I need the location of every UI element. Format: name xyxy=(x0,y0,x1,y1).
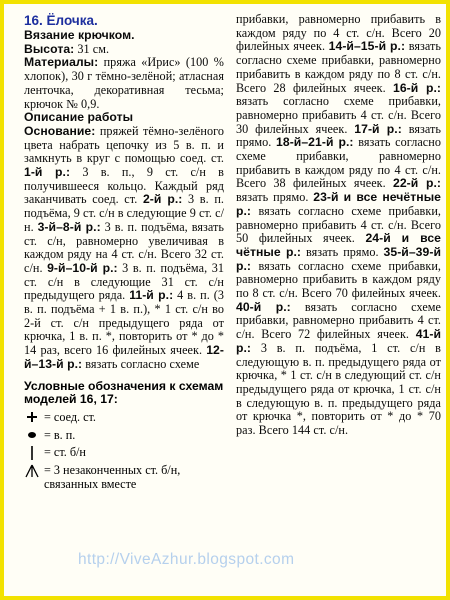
row-label: 16-й р.: xyxy=(393,80,441,95)
row-label: 11-й р.: xyxy=(129,288,174,303)
dot-icon xyxy=(24,429,40,442)
row-text: 3 в. п., 9 ст. с/н в получившееся кольцо. Каждый ряд заканчивать соед. ст. xyxy=(24,165,224,207)
legend-title: Условные обозначения к схемам моделей 16, 17: xyxy=(24,378,224,407)
row-text: прибавки, равномерно прибавить в каждом ряду по 4 ст. с/н. Всего 20 филейных ячеек. xyxy=(236,13,441,54)
row-text: 3 в. п. подъёма, 9 ст. с/н в следующие 9 ст. с/н. xyxy=(24,192,224,234)
left-column xyxy=(24,13,224,598)
height-line xyxy=(24,43,224,57)
page-content xyxy=(24,13,444,598)
row-label: 14-й–15-й р.: xyxy=(328,39,406,54)
row-label: 22-й р.: xyxy=(393,176,441,191)
height-value: 31 см. xyxy=(74,41,110,56)
bar-icon xyxy=(24,446,40,459)
row-label: 2-й р.: xyxy=(142,192,183,207)
height-label: Высота: xyxy=(24,41,75,56)
legend-item xyxy=(24,429,224,443)
fan-icon xyxy=(24,464,40,477)
materials-paragraph xyxy=(24,56,224,111)
row-text: 3 в. п. подъёма, вязать ст. с/н, равномерно увеличивая в каждом ряду на 4 ст. с/н. Всего 32 ст. с/н. xyxy=(24,219,224,275)
row-label: 9-й–10-й р.: xyxy=(47,260,118,275)
row-text: вязать согласно схеме прибавки, равномерно прибавить в каждом ряду по 4 ст. с/н. Всего 38 филейных ячеек. xyxy=(236,135,441,191)
legend-text: = ст. б/н xyxy=(44,445,86,460)
row-text: вязать прямо. xyxy=(236,190,314,205)
row-text: 4 в. п. (3 в. п. подъёма + 1 в. п.), * 1 ст. с/н во 2-й ст. с/н предыдущего ряда от крючка, 1 в. п. *, повторить от * до * 14 раз, всего 16 филейных ячеек. xyxy=(24,288,224,358)
work-description-heading xyxy=(24,111,224,125)
legend-text: = 3 незаконченных ст. б/н, связанных вместе xyxy=(44,463,181,491)
row-label: 3-й–8-й р.: xyxy=(37,219,101,234)
legend-item xyxy=(24,446,224,460)
row-text: вязать согласно схеме прибавки, равномерно прибавить в каждом ряду по 8 ст. с/н. Всего 70 филейных ячеек. xyxy=(236,258,441,301)
legend-text: = соед. ст. xyxy=(44,409,96,424)
cross-icon xyxy=(24,411,40,424)
right-column xyxy=(236,13,441,598)
technique-label: Вязание крючком. xyxy=(24,28,135,42)
legend-item xyxy=(24,464,224,491)
work-description-label: Описание работы xyxy=(24,110,134,125)
row-text: вязать прямо. xyxy=(301,244,384,259)
row-text: вязать согласно схеме прибавки, равномерно прибавить в каждом ряду по 8 ст. с/н. Всего 28 филейных ячеек. xyxy=(236,39,441,95)
row-text: вязать согласно схеме прибавки, равномерно прибавить 4 ст. с/н. Всего 50 филейных ячеек. xyxy=(236,203,441,246)
row-label: 18-й–21-й р.: xyxy=(276,135,354,150)
row-label: 12-й–13-й р.: xyxy=(24,343,224,371)
row-text: вязать прямо. xyxy=(236,121,441,150)
base-paragraph xyxy=(24,125,224,372)
row-label: 1-й р.: xyxy=(24,165,71,180)
legend-text: = в. п. xyxy=(44,427,76,442)
materials-label: Материалы: xyxy=(24,55,99,70)
row-text: 3 в. п. подъёма, 31 ст. с/н в следующие 31 ст. с/н предыдущего ряда. xyxy=(24,260,224,303)
row-label: 40-й р.: xyxy=(236,299,291,314)
instructions-continued xyxy=(236,13,441,438)
row-text: вязать согласно схеме прибавки, равномерно прибавить 4 ст. с/н. Всего 30 филейных ячеек. xyxy=(236,94,441,136)
legend-item xyxy=(24,411,224,425)
technique-line xyxy=(24,29,224,43)
page-title: 16. Ёлочка. xyxy=(24,13,98,28)
row-label: 24-й и все чётные р.: xyxy=(236,231,441,259)
row-text: вязать согласно схеме xyxy=(82,356,200,371)
row-label: 17-й р.: xyxy=(354,121,402,136)
legend xyxy=(24,380,224,492)
row-text: вязать согласно схеме прибавки, равномерно прибавить 4 ст. с/н. Всего 72 филейных ячеек. xyxy=(236,299,441,342)
row-text: 3 в. п. подъёма, 1 ст. с/н в следующую в. п. предыдущего ряда от крючка, * 1 ст. с/н в следующий ст. с/н предыдущего ряда от крючка, 1 ст. с/н в следующую в. п. предыдущего ряда от крючка *, повторить от * до * 70 раз. Всего 144 ст. с/н. xyxy=(236,340,441,438)
row-label: 35-й–39-й р.: xyxy=(236,244,441,273)
base-label: Основание: xyxy=(24,123,96,138)
row-label: 23-й и все нечётные р.: xyxy=(236,190,441,218)
materials-text: пряжа «Ирис» (100 % хлопок), 30 г тёмно-зелёной; атласная ленточка, декоративная тесьма; крючок № 0,9. xyxy=(24,55,224,111)
watermark: http://ViveAzhur.blogspot.com xyxy=(78,551,295,568)
row-label: 41-й р.: xyxy=(236,327,441,355)
base-text: пряжей тёмно-зелёного цвета набрать цепочку из 5 в. п. и замкнуть в круг с помощью соед. ст. xyxy=(24,123,224,166)
